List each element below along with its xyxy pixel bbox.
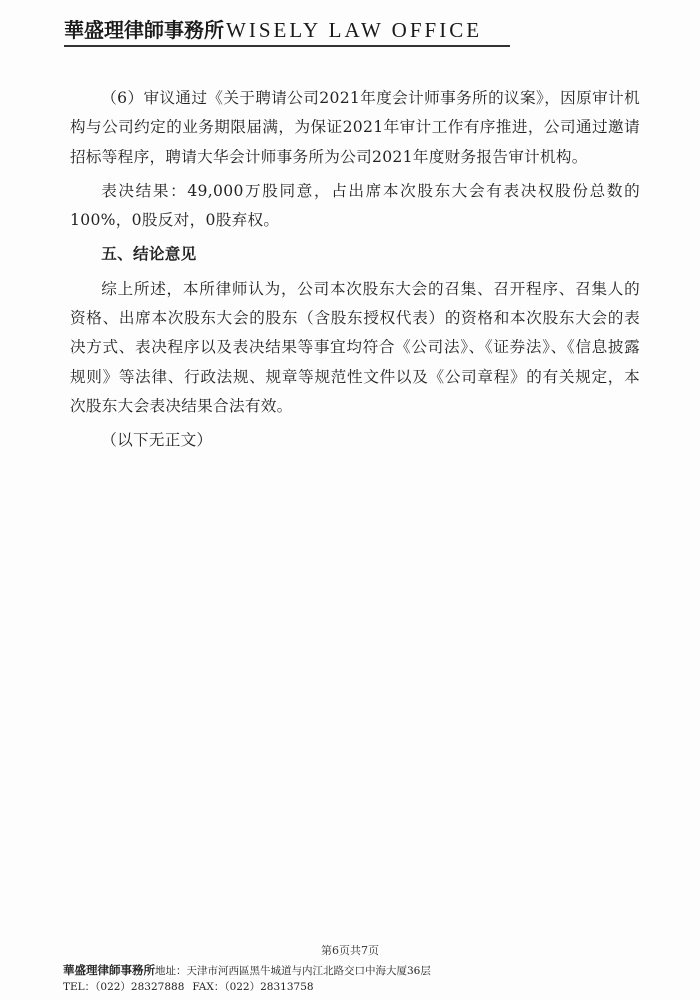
footer-address: 天津市河西區黑牛城道与内江北路交口中海大厦36层 bbox=[186, 965, 431, 977]
footer-address-line bbox=[63, 962, 663, 979]
footer bbox=[63, 962, 663, 995]
paragraph-end-of-text: （以下无正文） bbox=[101, 431, 213, 450]
letterhead-firm-name-cn: 華盛理律師事務所 bbox=[64, 18, 224, 42]
letterhead-firm-name-en: WISELY LAW OFFICE bbox=[226, 18, 483, 42]
paragraph-resolution-6: （6）审议通过《关于聘请公司2021年度会计师事务所的议案》，因原审计机构与公司约定的业务期限届满，为保证2021年审计工作有序推进，公司通过邀请招标等程序，聘请大华会计师事务所为公司2021年度财务报告审计机构。 bbox=[70, 89, 640, 166]
section-heading-conclusion: 五、结论意见 bbox=[101, 245, 197, 264]
paragraph-voting-result: 表决结果：49,000万股同意，占出席本次股东大会有表决权股份总数的100%，0股反对，0股弃权。 bbox=[70, 181, 640, 230]
footer-firm-name: 華盛理律師事務所 bbox=[63, 963, 155, 977]
footer-tel: TEL：（022）28327888 bbox=[63, 981, 185, 993]
footer-address-label: 地址： bbox=[155, 965, 187, 977]
page-number: 第6页共7页 bbox=[321, 944, 379, 957]
footer-contact-line bbox=[63, 979, 663, 995]
letterhead bbox=[64, 14, 510, 47]
document-body bbox=[70, 84, 640, 456]
paragraph-conclusion: 综上所述，本所律师认为，公司本次股东大会的召集、召开程序、召集人的资格、出席本次股东大会的股东（含股东授权代表）的资格和本次股东大会的表决方式、表决程序以及表决结果等事宜均符合《公司法》、《证券法》、《信息披露规则》等法律、行政法规、规章等规范性文件以及《公司章程》的有关规定，本次股东大会表决结果合法有效。 bbox=[70, 279, 640, 415]
footer-fax: FAX：（022）28313758 bbox=[192, 981, 314, 993]
